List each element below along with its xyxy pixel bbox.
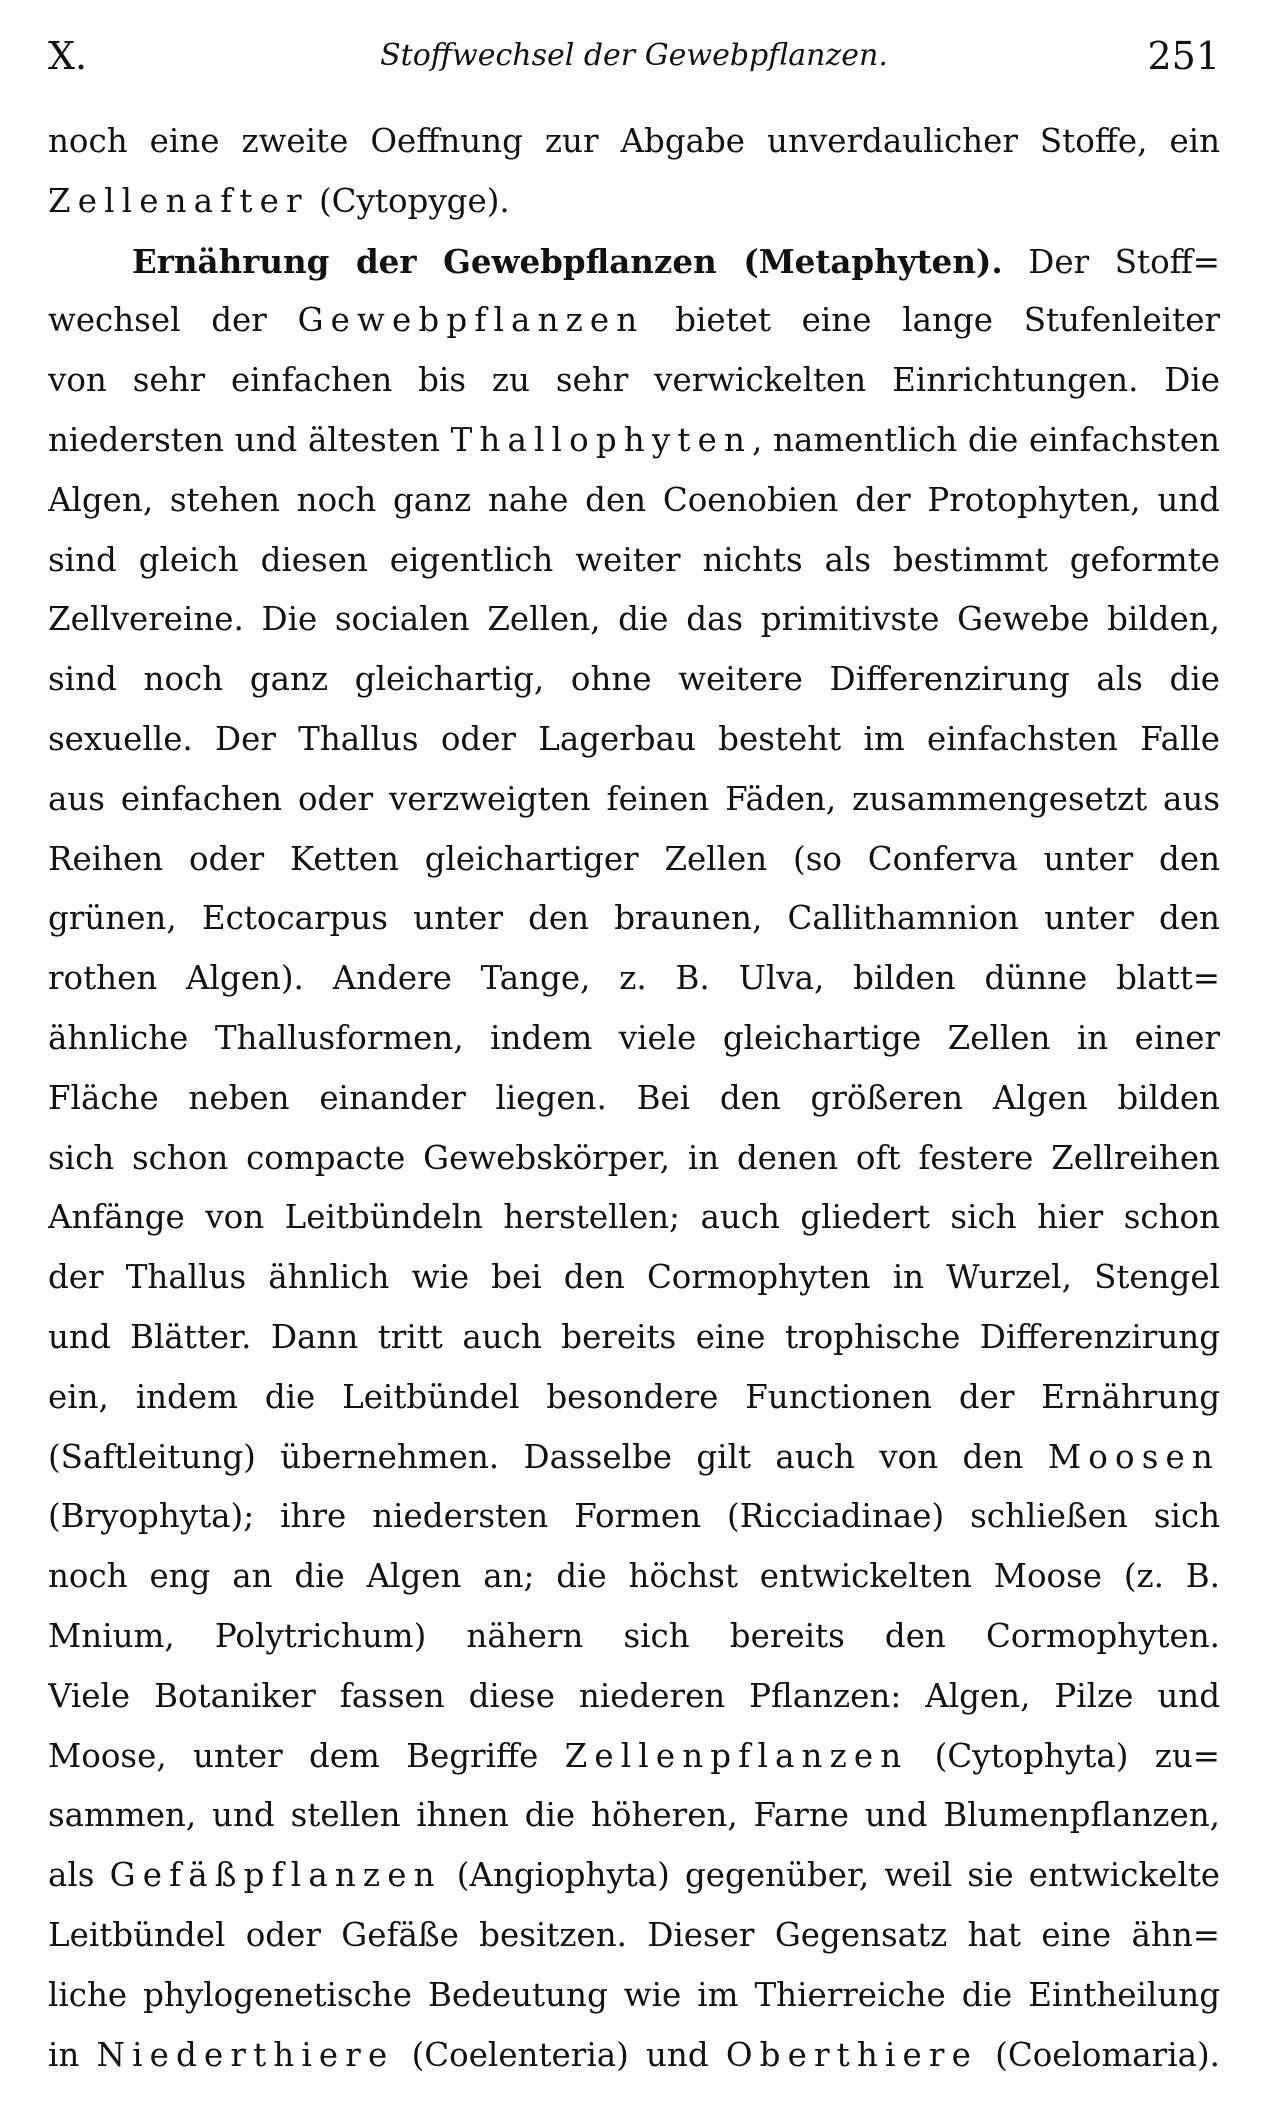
text-line: ein, indem die Leitbündel besondere Functionen der Ernährung (48, 1377, 1220, 1416)
text-run: niedersten und ältesten (48, 420, 451, 459)
text-run: (Cytopyge). (308, 181, 510, 220)
section-heading: Ernährung der Gewebpflanzen (Metaphyten). (132, 241, 1003, 281)
text-line (48, 1846, 1220, 1906)
text-line (48, 291, 1220, 351)
text-line: und Blätter. Dann tritt auch bereits eine trophische Differenzirung (48, 1317, 1220, 1356)
text-line: Viele Botaniker fassen diese niederen Pflanzen: Algen, Pilze und (48, 1676, 1220, 1715)
text-run: (Coelenteria) und (394, 2035, 726, 2074)
text-run: Der Stoff= (1002, 242, 1220, 281)
text-line: rothen Algen). Andere Tange, z. B. Ulva, bilden dünne blatt= (48, 959, 1220, 998)
spaced-term: Gefäßpflanzen (109, 1856, 442, 1895)
spaced-term: Moosen (1047, 1437, 1220, 1476)
text-line (48, 411, 1220, 471)
text-line: der Thallus ähnlich wie bei den Cormophyten in Wurzel, Stengel (48, 1258, 1220, 1297)
spaced-term: Gewebpflanzen (297, 301, 645, 340)
text-line: grünen, Ectocarpus unter den braunen, Callithamnion unter den (48, 899, 1220, 938)
text-line (48, 232, 1220, 292)
text-run: , namentlich die einfachsten (752, 420, 1220, 459)
chapter-number: X. (48, 34, 88, 78)
text-line: ähnliche Thallusformen, indem viele gleichartige Zellen in einer (48, 1018, 1220, 1057)
body-text (48, 112, 1220, 2085)
text-line: Mnium, Polytrichum) nähern sich bereits den Cormophyten. (48, 1616, 1220, 1655)
text-line: Fläche neben einander liegen. Bei den größeren Algen bilden (48, 1078, 1220, 1117)
text-line (48, 1428, 1220, 1488)
text-run: (Coelomaria). (977, 2035, 1220, 2074)
text-line (48, 2026, 1220, 2086)
text-line: aus einfachen oder verzweigten feinen Fäden, zusammengesetzt aus (48, 779, 1220, 818)
text-line (48, 1727, 1220, 1787)
text-line: noch eine zweite Oeffnung zur Abgabe unverdaulicher Stoffe, ein (48, 122, 1220, 160)
text-line: sich schon compacte Gewebskörper, in denen oft festere Zellreihen (48, 1138, 1220, 1177)
text-line: liche phylogenetische Bedeutung wie im Thierreiche die Eintheilung (48, 1975, 1220, 2014)
spaced-term: Thallophyten (450, 420, 753, 459)
text-run: wechsel der (48, 301, 298, 340)
text-line: Anfänge von Leitbündeln herstellen; auch gliedert sich hier schon (48, 1198, 1220, 1237)
text-line: noch eng an die Algen an; die höchst entwickelten Moose (z. B. (48, 1557, 1220, 1596)
text-run: bietet eine lange Stufenleiter (644, 301, 1220, 340)
page-number: 251 (1147, 34, 1220, 78)
text-line: (Bryophyta); ihre niedersten Formen (Ricciadinae) schließen sich (48, 1497, 1220, 1536)
text-run: (Saftleitung) übernehmen. Dasselbe gilt auch von den (48, 1437, 1048, 1476)
text-run: in (48, 2035, 97, 2074)
text-line: von sehr einfachen bis zu sehr verwickelten Einrichtungen. Die (48, 361, 1220, 400)
text-line (48, 172, 1220, 232)
running-title: Stoffwechsel der Gewebpflanzen. (380, 38, 888, 73)
text-line: sexuelle. Der Thallus oder Lagerbau besteht im einfachsten Falle (48, 719, 1220, 758)
text-line: Algen, stehen noch ganz nahe den Coenobien der Protophyten, und (48, 480, 1220, 519)
text-run: (Angiophyta) gegenüber, weil sie entwickelte (441, 1856, 1220, 1895)
text-run: als (48, 1856, 110, 1895)
text-line: sammen, und stellen ihnen die höheren, Farne und Blumenpflanzen, (48, 1796, 1220, 1835)
spaced-term: Zellenpflanzen (564, 1736, 909, 1775)
text-run: Moose, unter dem Begriffe (48, 1736, 565, 1775)
text-line: sind noch ganz gleichartig, ohne weitere Differenzirung als die (48, 660, 1220, 699)
text-line: Reihen oder Ketten gleichartiger Zellen (so Conferva unter den (48, 839, 1220, 878)
text-line: sind gleich diesen eigentlich weiter nichts als bestimmt geformte (48, 540, 1220, 579)
spaced-term: Niederthiere (96, 2035, 395, 2074)
text-line: Leitbündel oder Gefäße besitzen. Dieser Gegensatz hat eine ähn= (48, 1915, 1220, 1954)
spaced-term: Zellenafter (48, 181, 309, 220)
running-head (48, 26, 1220, 86)
text-run: (Cytophyta) zu= (908, 1736, 1220, 1775)
spaced-term: Oberthiere (725, 2035, 978, 2074)
text-line: Zellvereine. Die socialen Zellen, die das primitivste Gewebe bilden, (48, 600, 1220, 639)
